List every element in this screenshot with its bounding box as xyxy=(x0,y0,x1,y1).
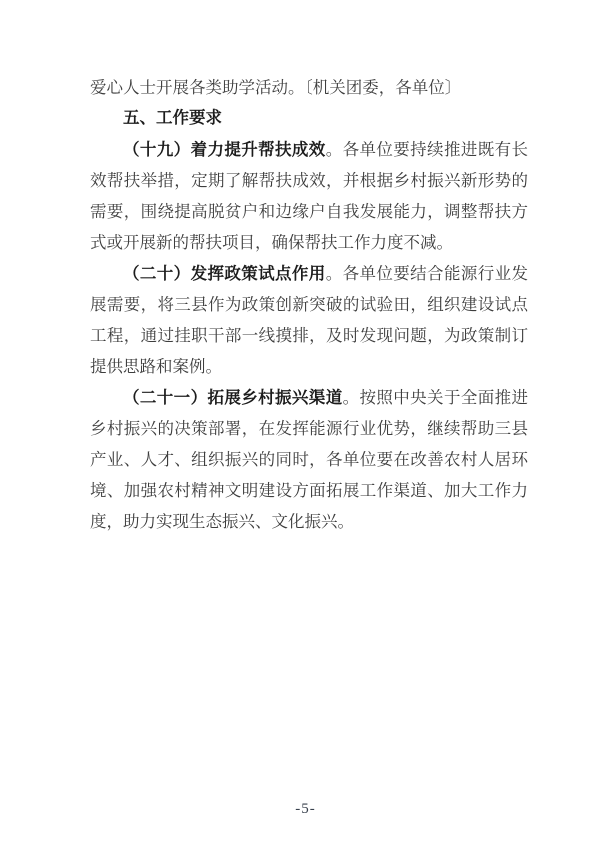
text-line: 工程，通过挂职干部一线摸排，及时发现问题，为政策制订 xyxy=(90,326,528,345)
paragraph-lead: （二十）发挥政策试点作用 xyxy=(123,264,326,283)
text-line xyxy=(90,382,528,413)
text-line: 展需要，将三县作为政策创新突破的试验田，组织建设试点 xyxy=(90,295,528,314)
text-line: 效帮扶举措，定期了解帮扶成效，并根据乡村振兴新形势的 xyxy=(90,171,528,190)
text-run: 。各单位要结合能源行业发 xyxy=(325,264,529,283)
text-line: 式或开展新的帮扶项目，确保帮扶工作力度不减。 xyxy=(90,233,453,252)
document-body xyxy=(90,72,528,537)
text-line: 提供思路和案例。 xyxy=(90,357,222,376)
text-run: 。各单位要持续推进既有长 xyxy=(325,140,529,159)
section-heading: 五、工作要求 xyxy=(123,109,222,127)
paragraph-lead: （二十一）拓展乡村振兴渠道 xyxy=(123,388,343,407)
text-line xyxy=(90,258,528,289)
text-run: 。按照中央关于全面推进 xyxy=(342,388,529,407)
text-line: 境、加强农村精神文明建设方面拓展工作渠道、加大工作力 xyxy=(90,481,528,500)
text-line: 需要，围绕提高脱贫户和边缘户自我发展能力，调整帮扶方 xyxy=(90,202,528,221)
text-line: 产业、人才、组织振兴的同时，各单位要在改善农村人居环 xyxy=(90,450,528,469)
paragraph-lead: （十九）着力提升帮扶成效 xyxy=(123,140,326,159)
page-number: -5- xyxy=(295,801,316,817)
text-line: 乡村振兴的决策部署，在发挥能源行业优势，继续帮助三县 xyxy=(90,419,528,438)
text-line: 度，助力实现生态振兴、文化振兴。 xyxy=(90,512,354,531)
text-line xyxy=(90,134,528,165)
text-line: 爱心人士开展各类助学活动。〔机关团委，各单位〕 xyxy=(90,78,462,97)
